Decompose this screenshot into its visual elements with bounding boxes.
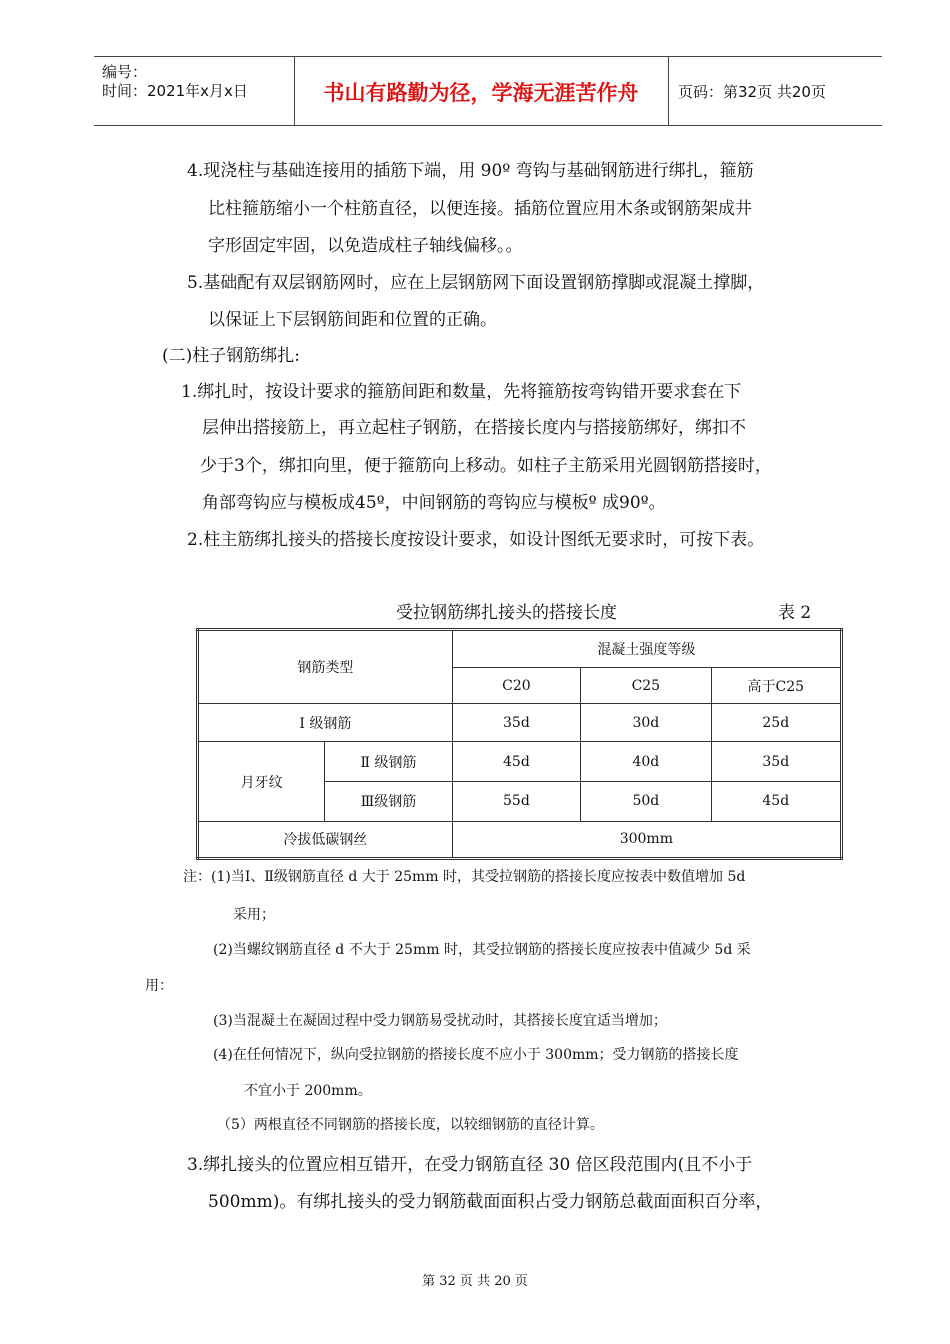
table-cell: 35d: [452, 704, 580, 742]
page-header: [94, 56, 882, 126]
body-line: 1.绑扎时，按设计要求的箍筋间距和数量，先将箍筋按弯钩错开要求套在下: [181, 382, 742, 402]
table-note: (2)当螺纹钢筋直径 d 不大于 25mm 时，其受拉钢筋的搭接长度应按表中值减少 5d 采: [213, 942, 751, 958]
header-motto: 书山有路勤为径，学海无涯苦作舟: [323, 81, 639, 105]
page-footer: 第 32 页 共 20 页: [422, 1274, 528, 1289]
table-header-grade: 混凝土强度等级: [452, 630, 841, 668]
table-grade-cell: 高于C25: [711, 668, 841, 704]
table-grade-cell: C20: [452, 668, 580, 704]
body-line: 以保证上下层钢筋间距和位置的正确。: [208, 310, 497, 330]
body-line: 500mm)。有绑扎接头的受力钢筋截面面积占受力钢筋总截面面积百分率，: [208, 1192, 773, 1212]
table-cell: 25d: [711, 704, 841, 742]
table-header-type: 钢筋类型: [198, 630, 453, 704]
document-number-label: 编号：: [102, 63, 148, 81]
body-line: 3.绑扎接头的位置应相互错开，在受力钢筋直径 30 倍区段范围内(且不小于: [187, 1155, 753, 1175]
document-time: 时间：2021年x月x日: [102, 82, 248, 100]
header-page-info: 页码：第32页 共20页: [678, 83, 826, 101]
table-note: 用：: [145, 978, 173, 994]
table-caption-number: 表 2: [778, 603, 812, 623]
body-line: 4.现浇柱与基础连接用的插筋下端，用 90º 弯钩与基础钢筋进行绑扎，箍筋: [187, 161, 754, 181]
section-heading: (二)柱子钢筋绑扎:: [162, 346, 300, 366]
table-caption-title: 受拉钢筋绑扎接头的搭接长度: [396, 603, 617, 623]
table-cell: 45d: [711, 781, 841, 821]
table-row-label: Ⅲ级钢筋: [325, 781, 452, 821]
table-cell: 50d: [581, 781, 711, 821]
table-note: (4)在任何情况下，纵向受拉钢筋的搭接长度不应小于 300mm；受力钢筋的搭接长度: [213, 1047, 739, 1063]
body-line: 5.基础配有双层钢筋网时，应在上层钢筋网下面设置钢筋撑脚或混凝土撑脚，: [187, 273, 765, 293]
header-divider: [668, 57, 669, 125]
table-row-label: Ⅱ 级钢筋: [325, 742, 452, 781]
table-row-label: Ⅰ 级钢筋: [198, 704, 453, 742]
lap-length-table: [196, 628, 843, 860]
table-note: (3)当混凝土在凝固过程中受力钢筋易受扰动时，其搭接长度宜适当增加；: [213, 1013, 667, 1029]
table-grade-cell: C25: [581, 668, 711, 704]
table-cell: 40d: [581, 742, 711, 781]
body-line: 层伸出搭接筋上，再立起柱子钢筋，在搭接长度内与搭接筋绑好，绑扣不: [202, 418, 746, 438]
table-cell: 45d: [452, 742, 580, 781]
table-row-label: 冷拔低碳钢丝: [198, 821, 453, 858]
table-note: 注：(1)当Ⅰ、Ⅱ级钢筋直径 d 大于 25mm 时，其受拉钢筋的搭接长度应按表中数值增加 5d: [183, 869, 746, 885]
body-line: 少于3个，绑扣向里，便于箍筋向上移动。如柱子主筋采用光圆钢筋搭接时，: [200, 456, 772, 476]
table-cell: 30d: [581, 704, 711, 742]
table-note: 不宜小于 200mm。: [244, 1083, 372, 1099]
table-row-group: 月牙纹: [198, 742, 325, 821]
body-line: 字形固定牢固，以免造成柱子轴线偏移。。: [208, 236, 523, 256]
header-meta: [102, 63, 248, 101]
table-cell: 55d: [452, 781, 580, 821]
table-note: （5）两根直径不同钢筋的搭接长度，以较细钢筋的直径计算。: [217, 1117, 604, 1133]
body-line: 角部弯钩应与模板成45º，中间钢筋的弯钩应与模板º 成90º。: [202, 493, 666, 513]
table-cell: 35d: [711, 742, 841, 781]
table-note: 采用；: [233, 907, 275, 923]
body-line: 2.柱主筋绑扎接头的搭接长度按设计要求，如设计图纸无要求时，可按下表。: [187, 530, 765, 550]
table-cell: 300mm: [452, 821, 841, 858]
body-line: 比柱箍筋缩小一个柱筋直径，以便连接。插筋位置应用木条或钢筋架成井: [208, 199, 752, 219]
